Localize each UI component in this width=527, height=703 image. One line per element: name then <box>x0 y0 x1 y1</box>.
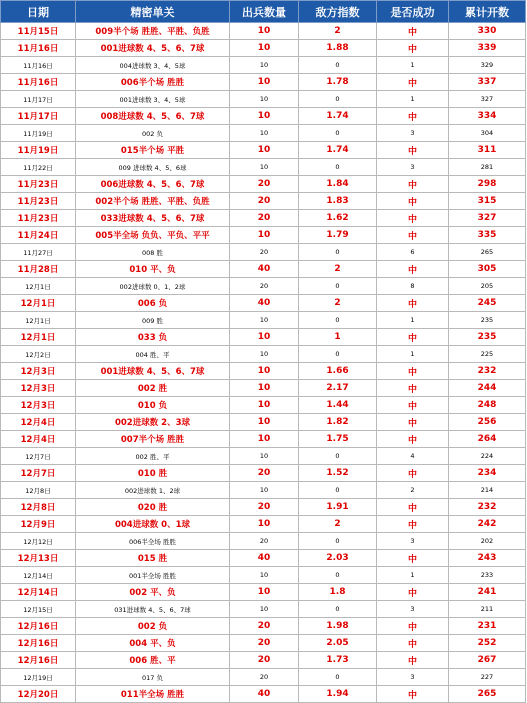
cell-troops: 20 <box>230 278 299 295</box>
cell-date: 11月22日 <box>1 159 76 176</box>
cell-result: 中 <box>377 686 449 703</box>
table-row <box>1 465 526 482</box>
cell-total: 264 <box>449 431 526 448</box>
cell-date: 12月7日 <box>1 448 76 465</box>
cell-total: 298 <box>449 176 526 193</box>
cell-troops: 40 <box>230 550 299 567</box>
header-pick: 精密单关 <box>76 1 230 23</box>
cell-index: 2.17 <box>299 380 377 397</box>
cell-date: 12月3日 <box>1 380 76 397</box>
table-row <box>1 363 526 380</box>
cell-troops: 20 <box>230 618 299 635</box>
cell-pick: 001进球数 4、5、6、7球 <box>76 363 230 380</box>
cell-result: 中 <box>377 397 449 414</box>
table-row <box>1 159 526 176</box>
cell-date: 12月1日 <box>1 295 76 312</box>
table-row <box>1 23 526 40</box>
cell-pick: 001半全场 胜胜 <box>76 567 230 584</box>
cell-result: 3 <box>377 159 449 176</box>
table-row <box>1 346 526 363</box>
cell-date: 12月3日 <box>1 397 76 414</box>
cell-result: 8 <box>377 278 449 295</box>
cell-result: 1 <box>377 567 449 584</box>
table-row <box>1 686 526 703</box>
cell-pick: 004进球数 0、1球 <box>76 516 230 533</box>
cell-date: 12月9日 <box>1 516 76 533</box>
cell-total: 235 <box>449 329 526 346</box>
cell-index: 1.88 <box>299 40 377 57</box>
cell-pick: 001进球数 3、4、5球 <box>76 91 230 108</box>
cell-pick: 006 负 <box>76 295 230 312</box>
cell-troops: 20 <box>230 635 299 652</box>
cell-index: 1.84 <box>299 176 377 193</box>
cell-total: 231 <box>449 618 526 635</box>
cell-troops: 10 <box>230 312 299 329</box>
cell-pick: 002 负 <box>76 618 230 635</box>
cell-index: 0 <box>299 312 377 329</box>
cell-troops: 10 <box>230 363 299 380</box>
cell-result: 中 <box>377 74 449 91</box>
cell-troops: 10 <box>230 125 299 142</box>
cell-result: 3 <box>377 533 449 550</box>
cell-index: 2.05 <box>299 635 377 652</box>
cell-total: 265 <box>449 686 526 703</box>
cell-troops: 40 <box>230 261 299 278</box>
cell-troops: 10 <box>230 448 299 465</box>
cell-date: 12月3日 <box>1 363 76 380</box>
cell-troops: 20 <box>230 210 299 227</box>
cell-pick: 004 平、负 <box>76 635 230 652</box>
cell-date: 11月19日 <box>1 142 76 159</box>
table-row <box>1 482 526 499</box>
cell-result: 1 <box>377 346 449 363</box>
cell-pick: 002 胜、平 <box>76 448 230 465</box>
header-index: 敌方指数 <box>299 1 377 23</box>
cell-index: 2 <box>299 295 377 312</box>
cell-index: 0 <box>299 567 377 584</box>
cell-date: 12月8日 <box>1 499 76 516</box>
cell-troops: 40 <box>230 295 299 312</box>
table-row <box>1 108 526 125</box>
cell-pick: 002半个场 胜胜、平胜、负胜 <box>76 193 230 210</box>
cell-result: 6 <box>377 244 449 261</box>
cell-troops: 20 <box>230 465 299 482</box>
table-row <box>1 550 526 567</box>
cell-date: 12月20日 <box>1 686 76 703</box>
cell-total: 244 <box>449 380 526 397</box>
cell-date: 12月16日 <box>1 652 76 669</box>
cell-index: 1.66 <box>299 363 377 380</box>
cell-result: 中 <box>377 210 449 227</box>
cell-troops: 10 <box>230 516 299 533</box>
cell-index: 1.73 <box>299 652 377 669</box>
table-row <box>1 261 526 278</box>
cell-date: 11月23日 <box>1 210 76 227</box>
cell-pick: 005半全场 负负、平负、平平 <box>76 227 230 244</box>
cell-total: 224 <box>449 448 526 465</box>
cell-index: 0 <box>299 125 377 142</box>
cell-date: 11月16日 <box>1 57 76 74</box>
cell-date: 11月27日 <box>1 244 76 261</box>
cell-result: 1 <box>377 91 449 108</box>
header-date: 日期 <box>1 1 76 23</box>
cell-pick: 006进球数 4、5、6、7球 <box>76 176 230 193</box>
cell-result: 3 <box>377 125 449 142</box>
cell-pick: 017 负 <box>76 669 230 686</box>
table-row <box>1 142 526 159</box>
cell-troops: 10 <box>230 91 299 108</box>
cell-total: 330 <box>449 23 526 40</box>
cell-date: 12月14日 <box>1 584 76 601</box>
cell-troops: 10 <box>230 482 299 499</box>
cell-index: 1.44 <box>299 397 377 414</box>
cell-date: 11月24日 <box>1 227 76 244</box>
cell-date: 12月1日 <box>1 329 76 346</box>
cell-troops: 10 <box>230 329 299 346</box>
cell-date: 12月2日 <box>1 346 76 363</box>
table-row <box>1 329 526 346</box>
cell-result: 中 <box>377 261 449 278</box>
header-troops: 出兵数量 <box>230 1 299 23</box>
cell-total: 256 <box>449 414 526 431</box>
cell-index: 0 <box>299 669 377 686</box>
cell-date: 12月7日 <box>1 465 76 482</box>
cell-index: 2.03 <box>299 550 377 567</box>
cell-date: 12月16日 <box>1 635 76 652</box>
cell-pick: 015半个场 平胜 <box>76 142 230 159</box>
cell-date: 12月4日 <box>1 414 76 431</box>
cell-date: 11月16日 <box>1 40 76 57</box>
cell-troops: 20 <box>230 499 299 516</box>
cell-result: 3 <box>377 601 449 618</box>
cell-index: 0 <box>299 159 377 176</box>
cell-troops: 10 <box>230 74 299 91</box>
cell-troops: 10 <box>230 108 299 125</box>
cell-date: 12月14日 <box>1 567 76 584</box>
cell-index: 1 <box>299 329 377 346</box>
header-result: 是否成功 <box>377 1 449 23</box>
cell-troops: 10 <box>230 227 299 244</box>
table-row <box>1 567 526 584</box>
cell-index: 1.83 <box>299 193 377 210</box>
cell-pick: 002进球数 2、3球 <box>76 414 230 431</box>
cell-date: 11月23日 <box>1 176 76 193</box>
cell-index: 0 <box>299 91 377 108</box>
table-row <box>1 57 526 74</box>
cell-result: 中 <box>377 23 449 40</box>
cell-date: 12月16日 <box>1 618 76 635</box>
cell-result: 中 <box>377 584 449 601</box>
cell-pick: 008 胜 <box>76 244 230 261</box>
cell-result: 中 <box>377 550 449 567</box>
cell-result: 中 <box>377 635 449 652</box>
cell-result: 中 <box>377 193 449 210</box>
cell-troops: 10 <box>230 567 299 584</box>
cell-pick: 010 胜 <box>76 465 230 482</box>
table-row <box>1 635 526 652</box>
cell-index: 1.8 <box>299 584 377 601</box>
cell-total: 241 <box>449 584 526 601</box>
table-row <box>1 210 526 227</box>
cell-troops: 20 <box>230 533 299 550</box>
cell-troops: 40 <box>230 686 299 703</box>
table-row <box>1 431 526 448</box>
cell-date: 11月17日 <box>1 91 76 108</box>
cell-pick: 033进球数 4、5、6、7球 <box>76 210 230 227</box>
table-row <box>1 448 526 465</box>
cell-result: 中 <box>377 516 449 533</box>
cell-index: 1.98 <box>299 618 377 635</box>
cell-result: 中 <box>377 380 449 397</box>
table-row <box>1 601 526 618</box>
cell-pick: 010 负 <box>76 397 230 414</box>
cell-index: 1.62 <box>299 210 377 227</box>
cell-pick: 011半全场 胜胜 <box>76 686 230 703</box>
cell-troops: 20 <box>230 176 299 193</box>
cell-date: 11月15日 <box>1 23 76 40</box>
cell-date: 11月17日 <box>1 108 76 125</box>
cell-result: 中 <box>377 431 449 448</box>
cell-troops: 20 <box>230 244 299 261</box>
cell-total: 305 <box>449 261 526 278</box>
cell-pick: 006 胜、平 <box>76 652 230 669</box>
cell-result: 中 <box>377 329 449 346</box>
cell-pick: 031进球数 4、5、6、7球 <box>76 601 230 618</box>
cell-troops: 10 <box>230 380 299 397</box>
cell-pick: 020 胜 <box>76 499 230 516</box>
cell-result: 中 <box>377 618 449 635</box>
cell-total: 327 <box>449 210 526 227</box>
table-row <box>1 380 526 397</box>
cell-total: 232 <box>449 363 526 380</box>
cell-total: 205 <box>449 278 526 295</box>
cell-troops: 20 <box>230 652 299 669</box>
cell-pick: 009 进球数 4、5、6球 <box>76 159 230 176</box>
cell-pick: 009 胜 <box>76 312 230 329</box>
table-row <box>1 176 526 193</box>
table-row <box>1 499 526 516</box>
cell-troops: 10 <box>230 23 299 40</box>
cell-date: 12月4日 <box>1 431 76 448</box>
cell-index: 1.52 <box>299 465 377 482</box>
cell-troops: 10 <box>230 57 299 74</box>
cell-index: 1.94 <box>299 686 377 703</box>
cell-pick: 033 负 <box>76 329 230 346</box>
cell-total: 227 <box>449 669 526 686</box>
table-row <box>1 669 526 686</box>
cell-date: 12月12日 <box>1 533 76 550</box>
table-row <box>1 244 526 261</box>
cell-pick: 004进球数 3、4、5球 <box>76 57 230 74</box>
cell-date: 12月8日 <box>1 482 76 499</box>
cell-troops: 10 <box>230 601 299 618</box>
cell-index: 2 <box>299 23 377 40</box>
cell-index: 0 <box>299 482 377 499</box>
cell-result: 1 <box>377 57 449 74</box>
cell-result: 中 <box>377 142 449 159</box>
cell-total: 335 <box>449 227 526 244</box>
cell-total: 327 <box>449 91 526 108</box>
table-row <box>1 618 526 635</box>
cell-total: 334 <box>449 108 526 125</box>
cell-total: 214 <box>449 482 526 499</box>
cell-result: 4 <box>377 448 449 465</box>
cell-total: 242 <box>449 516 526 533</box>
cell-pick: 006半全场 胜胜 <box>76 533 230 550</box>
cell-pick: 002 胜 <box>76 380 230 397</box>
cell-index: 0 <box>299 244 377 261</box>
cell-result: 2 <box>377 482 449 499</box>
cell-result: 中 <box>377 414 449 431</box>
cell-index: 2 <box>299 261 377 278</box>
cell-result: 中 <box>377 363 449 380</box>
cell-total: 281 <box>449 159 526 176</box>
cell-date: 11月28日 <box>1 261 76 278</box>
cell-troops: 10 <box>230 414 299 431</box>
cell-date: 12月1日 <box>1 312 76 329</box>
cell-troops: 10 <box>230 346 299 363</box>
cell-date: 12月15日 <box>1 601 76 618</box>
cell-pick: 002进球数 0、1、2球 <box>76 278 230 295</box>
cell-pick: 004 胜、平 <box>76 346 230 363</box>
cell-troops: 20 <box>230 669 299 686</box>
cell-date: 12月1日 <box>1 278 76 295</box>
table-row <box>1 193 526 210</box>
cell-total: 248 <box>449 397 526 414</box>
table-body <box>1 23 526 703</box>
cell-result: 1 <box>377 312 449 329</box>
cell-index: 0 <box>299 346 377 363</box>
cell-total: 265 <box>449 244 526 261</box>
table-row <box>1 516 526 533</box>
cell-date: 11月16日 <box>1 74 76 91</box>
cell-index: 0 <box>299 57 377 74</box>
table-row <box>1 533 526 550</box>
cell-index: 1.79 <box>299 227 377 244</box>
cell-result: 中 <box>377 176 449 193</box>
table-row <box>1 278 526 295</box>
cell-result: 中 <box>377 295 449 312</box>
cell-pick: 006半个场 胜胜 <box>76 74 230 91</box>
cell-troops: 10 <box>230 431 299 448</box>
cell-total: 304 <box>449 125 526 142</box>
cell-total: 339 <box>449 40 526 57</box>
table-row <box>1 125 526 142</box>
cell-total: 243 <box>449 550 526 567</box>
cell-date: 11月23日 <box>1 193 76 210</box>
cell-total: 329 <box>449 57 526 74</box>
cell-result: 中 <box>377 652 449 669</box>
table-row <box>1 74 526 91</box>
table-row <box>1 414 526 431</box>
cell-result: 中 <box>377 499 449 516</box>
cell-total: 232 <box>449 499 526 516</box>
cell-date: 12月19日 <box>1 669 76 686</box>
cell-total: 211 <box>449 601 526 618</box>
cell-pick: 008进球数 4、5、6、7球 <box>76 108 230 125</box>
cell-index: 1.74 <box>299 108 377 125</box>
header-total: 累计开数 <box>449 1 526 23</box>
cell-total: 235 <box>449 312 526 329</box>
cell-pick: 002 平、负 <box>76 584 230 601</box>
cell-index: 1.74 <box>299 142 377 159</box>
table-row <box>1 295 526 312</box>
cell-total: 202 <box>449 533 526 550</box>
cell-total: 234 <box>449 465 526 482</box>
cell-total: 233 <box>449 567 526 584</box>
cell-index: 1.78 <box>299 74 377 91</box>
cell-troops: 10 <box>230 584 299 601</box>
cell-index: 0 <box>299 278 377 295</box>
cell-total: 252 <box>449 635 526 652</box>
table-row <box>1 312 526 329</box>
cell-total: 337 <box>449 74 526 91</box>
cell-troops: 10 <box>230 142 299 159</box>
cell-pick: 002 负 <box>76 125 230 142</box>
table-row <box>1 397 526 414</box>
header-row <box>1 1 526 23</box>
cell-troops: 10 <box>230 159 299 176</box>
cell-date: 12月13日 <box>1 550 76 567</box>
cell-pick: 001进球数 4、5、6、7球 <box>76 40 230 57</box>
cell-date: 11月19日 <box>1 125 76 142</box>
cell-index: 2 <box>299 516 377 533</box>
cell-total: 315 <box>449 193 526 210</box>
table-row <box>1 227 526 244</box>
cell-troops: 20 <box>230 193 299 210</box>
cell-index: 0 <box>299 601 377 618</box>
cell-index: 1.82 <box>299 414 377 431</box>
table-row <box>1 40 526 57</box>
cell-troops: 10 <box>230 397 299 414</box>
cell-result: 中 <box>377 465 449 482</box>
cell-total: 245 <box>449 295 526 312</box>
cell-result: 3 <box>377 669 449 686</box>
cell-result: 中 <box>377 108 449 125</box>
cell-index: 1.91 <box>299 499 377 516</box>
cell-total: 311 <box>449 142 526 159</box>
cell-pick: 007半个场 胜胜 <box>76 431 230 448</box>
cell-pick: 010 平、负 <box>76 261 230 278</box>
table-row <box>1 91 526 108</box>
cell-index: 1.75 <box>299 431 377 448</box>
table-row <box>1 652 526 669</box>
cell-total: 225 <box>449 346 526 363</box>
cell-troops: 10 <box>230 40 299 57</box>
cell-pick: 002进球数 1、2球 <box>76 482 230 499</box>
cell-pick: 009半个场 胜胜、平胜、负胜 <box>76 23 230 40</box>
cell-index: 0 <box>299 533 377 550</box>
cell-result: 中 <box>377 227 449 244</box>
cell-index: 0 <box>299 448 377 465</box>
table-row <box>1 584 526 601</box>
cell-total: 267 <box>449 652 526 669</box>
cell-result: 中 <box>377 40 449 57</box>
cell-pick: 015 胜 <box>76 550 230 567</box>
